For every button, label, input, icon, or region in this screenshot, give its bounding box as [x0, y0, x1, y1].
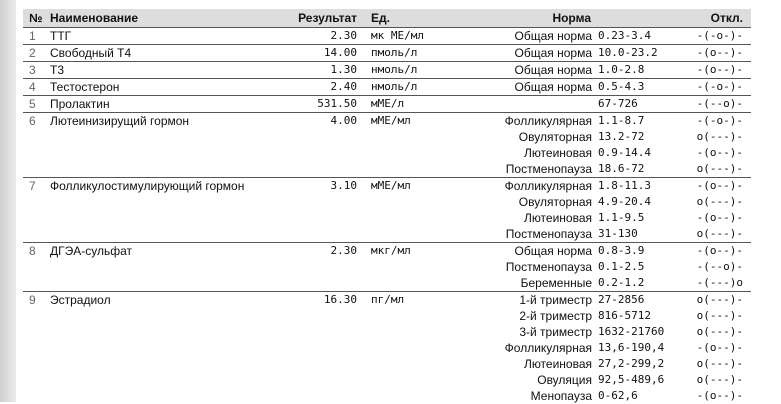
deviation-indicator: o(---)-	[696, 293, 743, 306]
test-name: Свободный Т4	[50, 46, 132, 60]
lab-results-table	[23, 9, 751, 404]
table-row	[23, 61, 751, 78]
deviation-indicator: -(-o-)-	[696, 29, 743, 42]
norm-line	[23, 308, 751, 324]
norm-line	[23, 28, 751, 44]
deviation-indicator: -(o--)-	[696, 179, 743, 192]
norm-line	[23, 275, 751, 291]
deviation-indicator: -(o--)-	[696, 341, 743, 354]
norm-label: Беременные	[520, 276, 592, 290]
header-norm: Норма	[552, 11, 591, 25]
norm-value: 0.8-3.9	[598, 244, 645, 257]
norm-label: Лютеиновая	[523, 357, 592, 371]
deviation-indicator: o(---)-	[696, 325, 743, 338]
norm-value: 13,6-190,4	[598, 341, 665, 354]
norm-line	[23, 145, 751, 161]
row-number: 9	[29, 293, 36, 307]
norm-label: Постменопауза	[505, 162, 592, 176]
deviation-indicator: -(-o-)-	[696, 80, 743, 93]
row-number: 6	[29, 114, 36, 128]
norm-label: Общая норма	[514, 29, 592, 43]
row-number: 1	[29, 29, 36, 43]
test-result: 14.00	[323, 46, 357, 59]
test-name: ДГЭА-сульфат	[50, 244, 133, 258]
norm-line	[23, 79, 751, 95]
deviation-indicator: -(o--)-	[696, 63, 743, 76]
test-unit: нмоль/л	[371, 80, 418, 93]
norm-line	[23, 96, 751, 112]
test-unit: пмоль/л	[371, 46, 418, 59]
table-row	[23, 177, 751, 242]
row-number: 4	[29, 80, 36, 94]
table-row	[23, 78, 751, 95]
deviation-indicator: -(--o)-	[696, 97, 743, 110]
table-body	[23, 27, 751, 404]
test-name: Тестостерон	[50, 80, 120, 94]
norm-value: 31-130	[598, 227, 638, 240]
test-result: 2.40	[330, 80, 357, 93]
deviation-indicator: -(-o-)-	[696, 114, 743, 127]
deviation-indicator: o(---)-	[696, 195, 743, 208]
header-num: №	[29, 11, 43, 25]
table-row	[23, 291, 751, 404]
norm-value: 0.9-14.4	[598, 146, 651, 159]
test-unit: пг/мл	[371, 293, 405, 306]
deviation-indicator: o(---)-	[696, 373, 743, 386]
norm-line	[23, 194, 751, 210]
deviation-indicator: -(o--)-	[696, 244, 743, 257]
norm-value: 0.2-1.2	[598, 276, 645, 289]
table-row	[23, 95, 751, 112]
table-header	[23, 9, 751, 27]
norm-label: Общая норма	[514, 80, 592, 94]
row-number: 8	[29, 244, 36, 258]
deviation-indicator: -(o--)-	[696, 146, 743, 159]
norm-value: 10.0-23.2	[598, 46, 658, 59]
norm-label: Фолликулярная	[504, 341, 592, 355]
norm-line	[23, 372, 751, 388]
norm-line	[23, 45, 751, 61]
norm-value: 1.0-2.8	[598, 63, 645, 76]
deviation-indicator: o(---)-	[696, 227, 743, 240]
test-name: Фолликулостимулирующий гормон	[50, 179, 245, 193]
norm-value: 67-726	[598, 97, 638, 110]
norm-value: 18.6-72	[598, 162, 645, 175]
row-number: 2	[29, 46, 36, 60]
table-row	[23, 44, 751, 61]
norm-label: Лютеиновая	[523, 146, 592, 160]
test-unit: мк МЕ/мл	[371, 29, 424, 42]
norm-value: 0.1-2.5	[598, 260, 645, 273]
norm-label: Овуляторная	[518, 195, 592, 209]
header-result: Результат	[298, 11, 357, 25]
deviation-indicator: o(---)-	[696, 162, 743, 175]
test-result: 4.00	[330, 114, 357, 127]
norm-value: 1632-21760	[598, 325, 665, 338]
norm-line	[23, 243, 751, 259]
norm-label: 3-й триместр	[519, 325, 592, 339]
header-name: Наименование	[50, 11, 139, 25]
norm-label: Общая норма	[514, 46, 592, 60]
norm-line	[23, 62, 751, 78]
norm-line	[23, 178, 751, 194]
table-row	[23, 112, 751, 177]
norm-label: Общая норма	[514, 63, 592, 77]
norm-line	[23, 356, 751, 372]
norm-line	[23, 210, 751, 226]
norm-line	[23, 226, 751, 242]
deviation-indicator: -(o--)-	[696, 389, 743, 402]
norm-label: Общая норма	[514, 244, 592, 258]
deviation-indicator: -(o--)-	[696, 211, 743, 224]
row-number: 7	[29, 179, 36, 193]
norm-value: 0-62,6	[598, 389, 638, 402]
header-deviation: Откл.	[710, 11, 743, 25]
test-result: 16.30	[323, 293, 357, 306]
row-number: 5	[29, 97, 36, 111]
test-name: Пролактин	[50, 97, 110, 111]
row-number: 3	[29, 63, 36, 77]
deviation-indicator: o(---)-	[696, 309, 743, 322]
deviation-indicator: -(o--)-	[696, 46, 743, 59]
test-unit: мкг/мл	[371, 244, 411, 257]
norm-value: 13.2-72	[598, 130, 645, 143]
test-result: 531.50	[317, 97, 357, 110]
norm-label: Фолликулярная	[504, 114, 592, 128]
norm-label: Лютеиновая	[523, 211, 592, 225]
test-name: Т3	[50, 63, 65, 77]
norm-label: Постменопауза	[505, 227, 592, 241]
test-name: ТТГ	[50, 29, 72, 43]
deviation-indicator: o(---)-	[696, 357, 743, 370]
deviation-indicator: -(--o)-	[696, 260, 743, 273]
norm-line	[23, 129, 751, 145]
test-unit: мМЕ/мл	[371, 179, 411, 192]
norm-value: 1.1-9.5	[598, 211, 645, 224]
norm-label: 2-й триместр	[519, 309, 592, 323]
norm-value: 816-5712	[598, 309, 651, 322]
norm-value: 0.5-4.3	[598, 80, 645, 93]
norm-line	[23, 340, 751, 356]
norm-value: 1.8-11.3	[598, 179, 651, 192]
header-unit: Ед.	[371, 11, 390, 25]
norm-value: 27,2-299,2	[598, 357, 665, 370]
deviation-indicator: o(---)-	[696, 130, 743, 143]
test-result: 2.30	[330, 244, 357, 257]
test-name: Лютеинизирущий гормон	[50, 114, 190, 128]
table-row	[23, 27, 751, 44]
test-unit: нмоль/л	[371, 63, 418, 76]
norm-label: Менопауза	[530, 389, 592, 403]
test-unit: мМЕ/мл	[371, 114, 411, 127]
norm-label: Овуляторная	[518, 130, 592, 144]
norm-value: 92,5-489,6	[598, 373, 665, 386]
norm-value: 0.23-3.4	[598, 29, 651, 42]
norm-value: 4.9-20.4	[598, 195, 651, 208]
viewer-left-margin	[0, 0, 16, 402]
test-result: 3.10	[330, 179, 357, 192]
norm-label: Овуляция	[537, 373, 592, 387]
norm-line	[23, 324, 751, 340]
test-unit: мМЕ/л	[371, 97, 405, 110]
test-result: 2.30	[330, 29, 357, 42]
norm-value: 1.1-8.7	[598, 114, 645, 127]
norm-label: 1-й триместр	[519, 293, 592, 307]
deviation-indicator: -(---)o	[696, 276, 743, 289]
test-result: 1.30	[330, 63, 357, 76]
norm-value: 27-2856	[598, 293, 645, 306]
norm-line	[23, 292, 751, 308]
table-row	[23, 242, 751, 291]
norm-label: Фолликулярная	[504, 179, 592, 193]
norm-label: Постменопауза	[505, 260, 592, 274]
norm-line	[23, 161, 751, 177]
test-name: Эстрадиол	[50, 293, 111, 307]
norm-line	[23, 113, 751, 129]
norm-line	[23, 259, 751, 275]
